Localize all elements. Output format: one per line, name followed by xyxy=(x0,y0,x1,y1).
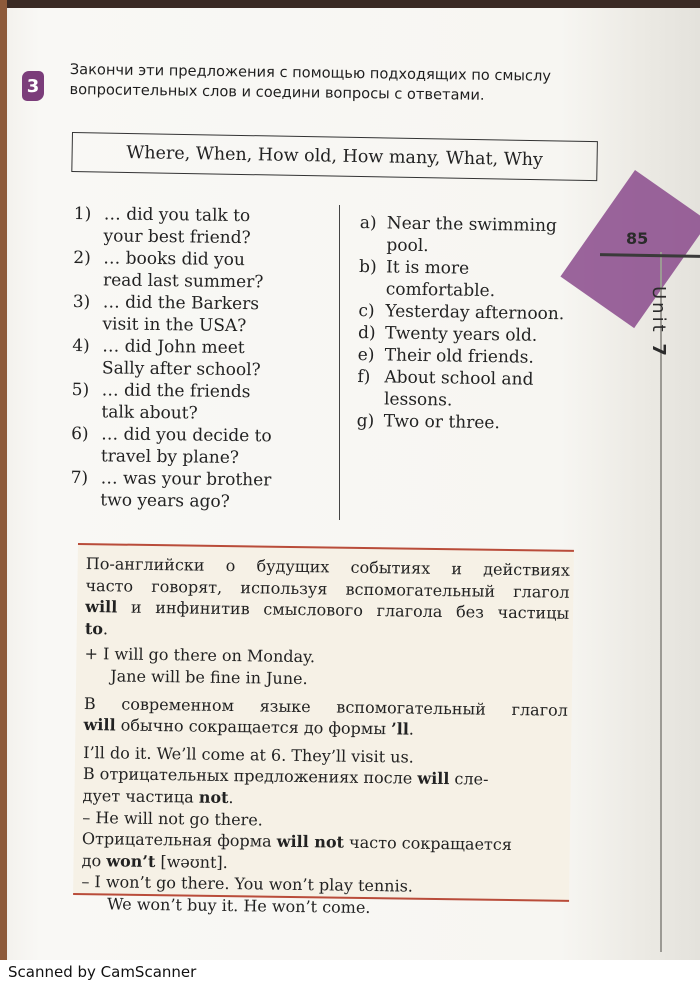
question-number: 4) xyxy=(72,335,90,357)
rule-line: часто говорят, используя вспомогательный глагол xyxy=(85,575,570,602)
column-divider xyxy=(339,205,340,520)
answer-text: Near the swimming pool. xyxy=(386,213,558,257)
question-item xyxy=(72,335,343,382)
binding-edge xyxy=(0,0,7,960)
example-line: + I will go there on Monday. xyxy=(84,644,316,667)
answer-text: Their old friends. xyxy=(384,345,535,368)
exercise-number-badge: 3 xyxy=(22,71,44,101)
bold-term: will xyxy=(83,715,116,735)
example-line: We won’t buy it. He won’t come. xyxy=(106,894,371,917)
question-words-box: Where, When, How old, How many, What, Why xyxy=(71,132,598,181)
rule-line: В современном языке вспомогательный глагол xyxy=(83,693,568,720)
question-item xyxy=(71,423,342,470)
bold-term: will not xyxy=(276,831,345,852)
rule-fragment: сле- xyxy=(449,769,489,789)
bold-term: will xyxy=(85,597,118,617)
question-number: 2) xyxy=(73,247,91,269)
answer-text: Yesterday afternoon. xyxy=(385,301,565,325)
top-edge xyxy=(0,0,700,8)
example-line: I’ll do it. We’ll come at 6. They’ll visit us. xyxy=(83,742,414,767)
rule-line: По-английски о будущих событиях и действиях xyxy=(85,553,570,580)
answer-text: Twenty years old. xyxy=(384,323,538,346)
bold-term: not xyxy=(198,787,229,807)
question-text: … did John meet Sally after school? xyxy=(101,336,261,381)
unit-word: Unit xyxy=(648,286,669,335)
answer-item xyxy=(357,366,598,414)
questions-list xyxy=(70,203,344,514)
question-item xyxy=(73,203,344,250)
answer-letter: c) xyxy=(358,300,375,322)
example-line: – I won’t go there. You won’t play tennis. xyxy=(81,872,414,896)
question-number: 6) xyxy=(71,423,89,445)
rule-fragment: . xyxy=(408,719,415,739)
rule-fragment: . xyxy=(228,787,234,808)
answer-item xyxy=(359,256,600,304)
exercise-instruction xyxy=(69,60,615,108)
rule-fragment: В отрицательных предложениях после xyxy=(82,764,418,788)
example-line: Jane will be fine in June. xyxy=(110,666,308,689)
question-text: … was your brother two years ago? xyxy=(100,468,272,512)
rule-fragment: дует частица xyxy=(82,785,199,807)
answer-letter: f) xyxy=(357,366,371,388)
instruction-line: вопросительных слов и соедини вопросы с ответами. xyxy=(69,80,485,104)
answer-item xyxy=(359,212,600,260)
example-line: – He will not go there. xyxy=(82,807,263,830)
rule-fragment: [wəʊnt]. xyxy=(155,851,228,872)
bold-term: won’t xyxy=(106,851,156,871)
question-item xyxy=(70,467,341,514)
scanner-watermark: Scanned by CamScanner xyxy=(8,963,197,981)
rule-fragment: и инфинитив смыслового глагола без частицы xyxy=(117,597,570,623)
question-number: 7) xyxy=(70,467,89,489)
question-item xyxy=(73,247,344,294)
answers-list xyxy=(357,212,600,436)
question-number: 5) xyxy=(71,379,90,401)
grammar-rule-text xyxy=(81,553,570,921)
rule-fragment: Отрицательная форма xyxy=(81,829,277,851)
question-text: … did the Barkers visit in the USA? xyxy=(102,292,260,337)
answer-text: It is more comfortable. xyxy=(385,257,496,302)
instruction-line: Закончи эти предложения с помощью подходящих по смыслу xyxy=(69,60,552,85)
rule-fragment: обычно сокращается до формы xyxy=(115,715,392,739)
question-text: … did you talk to your best friend? xyxy=(103,204,251,249)
rule-fragment: до xyxy=(81,850,107,871)
answer-letter: e) xyxy=(357,344,375,366)
question-text: … did the friends talk about? xyxy=(101,380,251,424)
bold-term: ’ll xyxy=(390,719,409,739)
bold-term: to xyxy=(84,618,104,639)
answer-letter: d) xyxy=(357,322,376,344)
question-item xyxy=(71,379,342,426)
question-item xyxy=(72,291,343,338)
rule-fragment: часто сокращается xyxy=(343,832,513,855)
answer-letter: g) xyxy=(356,410,375,432)
bold-term: will xyxy=(417,768,450,789)
rule-fragment: . xyxy=(102,619,109,639)
question-text: … did you decide to travel by plane? xyxy=(100,424,272,469)
unit-label xyxy=(648,286,669,359)
question-number: 3) xyxy=(72,291,91,313)
unit-number: 7 xyxy=(648,343,669,359)
answer-text: Two or three. xyxy=(383,411,500,434)
answer-item xyxy=(357,410,597,436)
answer-letter: a) xyxy=(359,212,377,234)
answer-text: About school and lessons. xyxy=(383,367,534,411)
page-number: 85 xyxy=(626,229,649,248)
answer-letter: b) xyxy=(358,256,377,278)
question-number: 1) xyxy=(73,203,92,225)
question-text: … books did you read last summer? xyxy=(102,248,264,293)
